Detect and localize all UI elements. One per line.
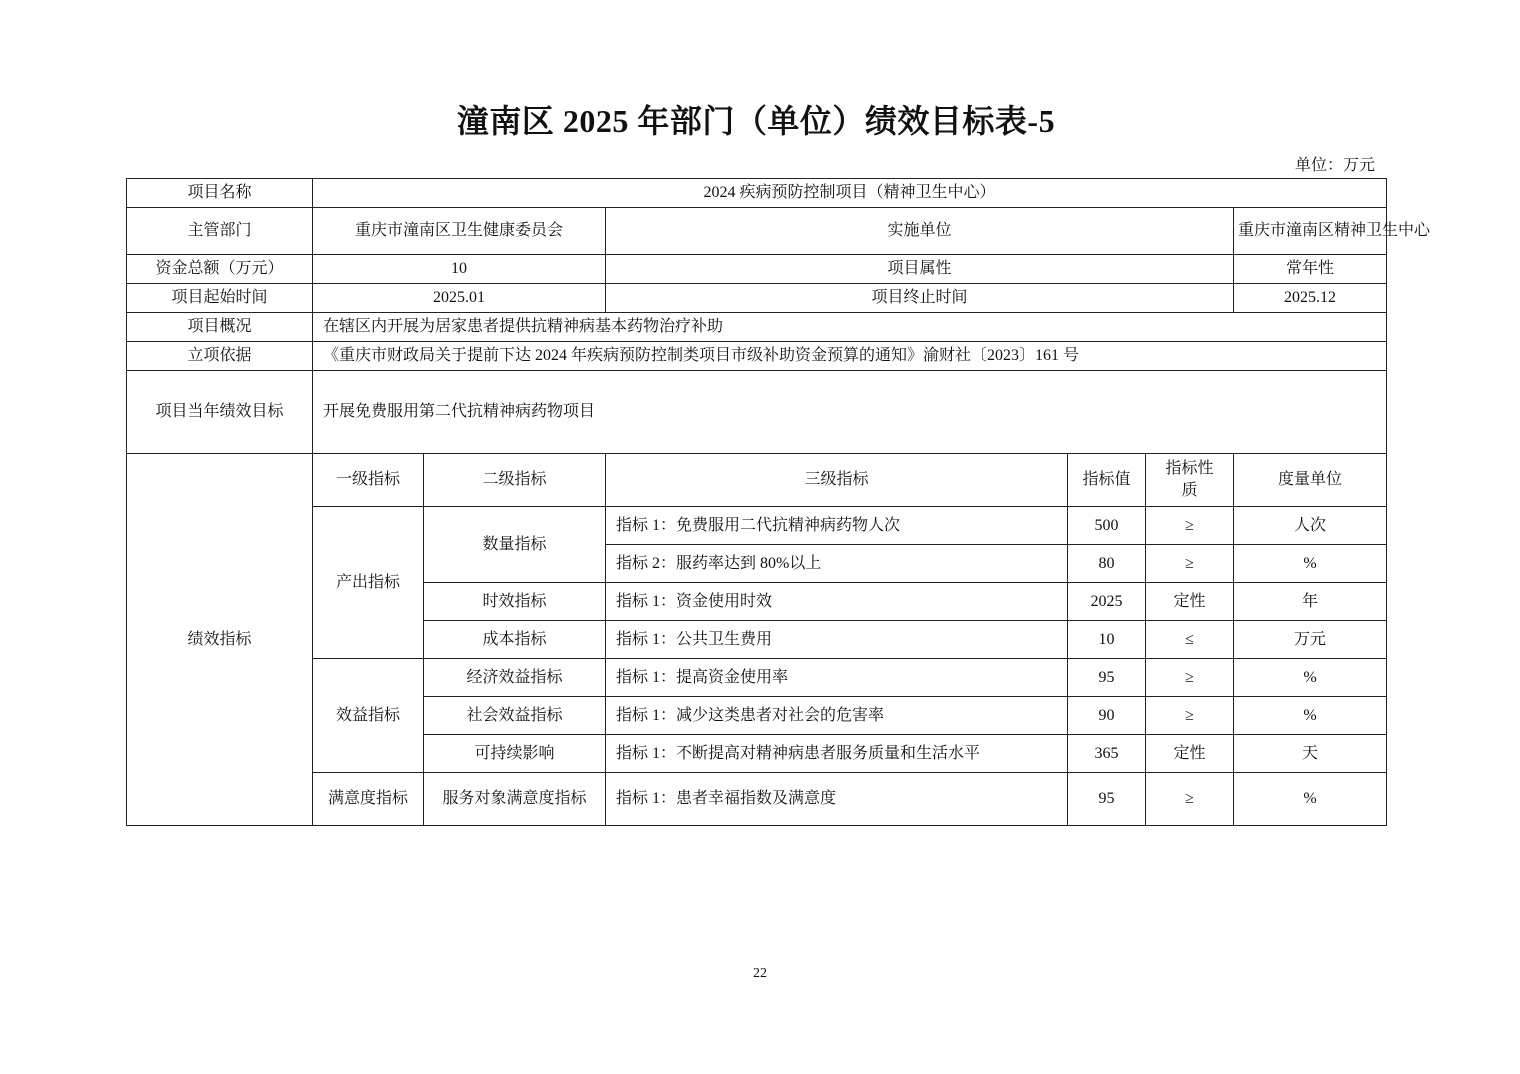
col-value: 指标值 [1068, 454, 1146, 507]
attr-value: 常年性 [1234, 255, 1387, 284]
overview-value: 在辖区内开展为居家患者提供抗精神病基本药物治疗补助 [313, 313, 1387, 342]
unit-note: 单位：万元 [1294, 157, 1375, 174]
table-row [127, 659, 1387, 697]
indicator-value: 2025 [1068, 583, 1146, 621]
indicator-unit: % [1234, 659, 1387, 697]
col-level3: 三级指标 [606, 454, 1068, 507]
indicator-nature: ≥ [1146, 659, 1234, 697]
indicator-unit: 万元 [1234, 621, 1387, 659]
basis-value: 《重庆市财政局关于提前下达 2024 年疾病预防控制类项目市级补助资金预算的通知》渝财社〔2023〕161 号 [313, 342, 1387, 371]
row-basis [127, 342, 1387, 371]
indicator-nature: ≥ [1146, 773, 1234, 826]
page-title: 潼南区 2025 年部门（单位）绩效目标表-5 [456, 103, 1056, 139]
indicator-value: 10 [1068, 621, 1146, 659]
indicator-value: 365 [1068, 735, 1146, 773]
row-goal [127, 371, 1387, 454]
level2-sustainable: 可持续影响 [424, 735, 606, 773]
attr-label: 项目属性 [606, 255, 1234, 284]
dept-value: 重庆市潼南区卫生健康委员会 [313, 208, 606, 255]
indicator-unit: 天 [1234, 735, 1387, 773]
indicator-nature: ≥ [1146, 697, 1234, 735]
row-overview [127, 313, 1387, 342]
level3-name: 指标 1：不断提高对精神病患者服务质量和生活水平 [606, 735, 1068, 773]
indicator-nature: ≥ [1146, 507, 1234, 545]
indicator-nature: 定性 [1146, 735, 1234, 773]
level1-output: 产出指标 [313, 507, 424, 659]
level3-name: 指标 1：免费服用二代抗精神病药物人次 [606, 507, 1068, 545]
col-level1: 一级指标 [313, 454, 424, 507]
table-row [127, 773, 1387, 826]
level1-satisfaction: 满意度指标 [313, 773, 424, 826]
row-fund [127, 255, 1387, 284]
start-label: 项目起始时间 [127, 284, 313, 313]
indicator-section-label: 绩效指标 [127, 454, 313, 826]
row-time [127, 284, 1387, 313]
indicator-unit: % [1234, 697, 1387, 735]
level3-name: 指标 1：减少这类患者对社会的危害率 [606, 697, 1068, 735]
project-name-value: 2024 疾病预防控制项目（精神卫生中心） [313, 179, 1387, 208]
fund-value: 10 [313, 255, 606, 284]
level3-name: 指标 1：公共卫生费用 [606, 621, 1068, 659]
level3-name: 指标 1：资金使用时效 [606, 583, 1068, 621]
impl-label: 实施单位 [606, 208, 1234, 255]
performance-table [126, 178, 1431, 826]
indicator-value: 500 [1068, 507, 1146, 545]
level2-social: 社会效益指标 [424, 697, 606, 735]
col-unit: 度量单位 [1234, 454, 1387, 507]
start-value: 2025.01 [313, 284, 606, 313]
overview-label: 项目概况 [127, 313, 313, 342]
table-row [127, 507, 1387, 545]
indicator-unit: 人次 [1234, 507, 1387, 545]
level2-quantity: 数量指标 [424, 507, 606, 583]
end-label: 项目终止时间 [606, 284, 1234, 313]
fund-label: 资金总额（万元） [127, 255, 313, 284]
impl-value: 重庆市潼南区精神卫生中心 [1234, 208, 1387, 255]
goal-label: 项目当年绩效目标 [127, 371, 313, 454]
level2-service: 服务对象满意度指标 [424, 773, 606, 826]
basis-label: 立项依据 [127, 342, 313, 371]
level2-timeliness: 时效指标 [424, 583, 606, 621]
page-number: 22 [753, 966, 767, 981]
dept-label: 主管部门 [127, 208, 313, 255]
row-dept [127, 208, 1387, 255]
goal-value: 开展免费服用第二代抗精神病药物项目 [313, 371, 1387, 454]
row-project-name [127, 179, 1387, 208]
indicator-header-row [127, 454, 1387, 507]
col-nature: 指标性质 [1146, 454, 1234, 507]
level3-name: 指标 1：患者幸福指数及满意度 [606, 773, 1068, 826]
indicator-nature: ≥ [1146, 545, 1234, 583]
level1-benefit: 效益指标 [313, 659, 424, 773]
indicator-nature: 定性 [1146, 583, 1234, 621]
indicator-unit: 年 [1234, 583, 1387, 621]
level2-cost: 成本指标 [424, 621, 606, 659]
project-name-label: 项目名称 [127, 179, 313, 208]
level2-economic: 经济效益指标 [424, 659, 606, 697]
level3-name: 指标 2：服药率达到 80%以上 [606, 545, 1068, 583]
indicator-value: 80 [1068, 545, 1146, 583]
col-level2: 二级指标 [424, 454, 606, 507]
indicator-value: 95 [1068, 773, 1146, 826]
end-value: 2025.12 [1234, 284, 1387, 313]
indicator-unit: % [1234, 545, 1387, 583]
level3-name: 指标 1：提高资金使用率 [606, 659, 1068, 697]
indicator-value: 95 [1068, 659, 1146, 697]
indicator-nature: ≤ [1146, 621, 1234, 659]
indicator-unit: % [1234, 773, 1387, 826]
indicator-value: 90 [1068, 697, 1146, 735]
